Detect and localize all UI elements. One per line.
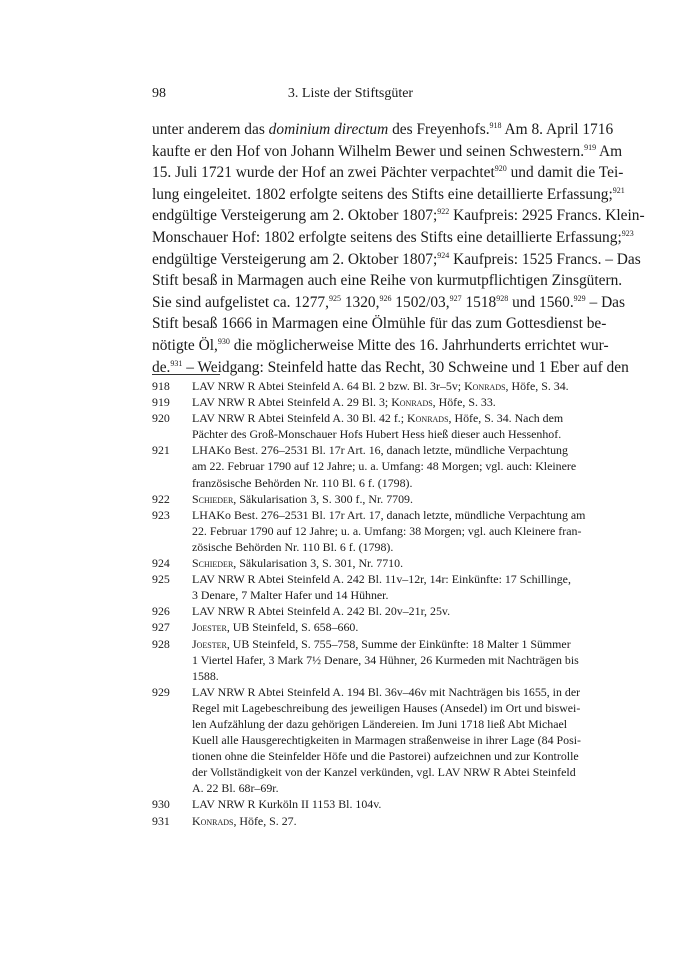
footnote-line: Pächter des Groß-Monschauer Hofs Hubert Hess hieß dieser auch Hessenhof. bbox=[192, 427, 562, 442]
footnote-line: 22. Februar 1790 auf 12 Jahre; u. a. Umfang: 38 Morgen; vgl. auch Kleinere fran- bbox=[192, 523, 582, 538]
footnote-ref: 927 bbox=[449, 293, 462, 303]
footnote-line: LAV NRW R Abtei Steinfeld A. 242 Bl. 11v–12r, 14r: Einkünfte: 17 Schillinge, bbox=[192, 572, 571, 587]
author-name: Joester bbox=[192, 620, 227, 635]
footnote-number: 923 bbox=[152, 507, 170, 522]
body-line: Monschauer Hof: 1802 erfolgte seitens des Stifts eine detaillierte Erfassung;$^{923}$ bbox=[152, 228, 634, 246]
footnote-line: Schieder, Säkularisation 3, S. 301, Nr. 7710. bbox=[192, 556, 404, 571]
footnote bbox=[152, 378, 569, 394]
footnote-number: 922 bbox=[152, 491, 170, 506]
footnote-ref: 925 bbox=[328, 293, 341, 303]
body-line: kaufte er den Hof von Johann Wilhelm Bewer und seinen Schwestern.$^{919}$ Am bbox=[152, 142, 623, 160]
body-line: 15. Juli 1721 wurde der Hof an zwei Pächter verpachtet$^{920}$ und damit die Tei- bbox=[152, 164, 624, 182]
footnote bbox=[152, 684, 581, 797]
footnotes bbox=[152, 378, 586, 829]
footnote-line: Schieder, Säkularisation 3, S. 300 f., Nr. 7709. bbox=[192, 491, 413, 506]
footnote bbox=[152, 442, 577, 490]
footnote bbox=[152, 410, 564, 442]
footnote-number: 928 bbox=[152, 636, 170, 651]
footnote-line: LAV NRW R Abtei Steinfeld A. 64 Bl. 2 bzw. Bl. 3r–5v; Konrads, Höfe, S. 34. bbox=[192, 379, 569, 393]
author-name: Konrads bbox=[464, 379, 506, 393]
footnote-ref: 922 bbox=[437, 207, 450, 217]
footnote-line: Konrads, Höfe, S. 27. bbox=[192, 813, 297, 828]
footnote-number: 920 bbox=[152, 411, 170, 426]
footnote-line: tionen ohne die Steinfelder Höfe und die Pastorei) aufzeichnen und zur Kontrolle bbox=[192, 749, 579, 764]
footnote bbox=[152, 603, 549, 619]
author-name: Schieder bbox=[192, 491, 234, 506]
footnote bbox=[152, 491, 549, 507]
footnote-ref: 931 bbox=[170, 358, 183, 368]
footnote-ref: 919 bbox=[584, 142, 597, 152]
body-line: Stift besaß 1666 in Marmagen eine Ölmühle für das zum Gottesdienst be- bbox=[152, 315, 607, 333]
footnote-ref: 920 bbox=[494, 164, 507, 174]
body-line: Sie sind aufgelistet ca. 1277,$^{925}$ 1320,$^{926}$ 1502/03,$^{927}$ 1518$^{928}$ und 1560.$^{929}$ – Das bbox=[152, 293, 625, 311]
footnote-ref: 918 bbox=[489, 121, 502, 130]
footnote bbox=[152, 636, 579, 684]
footnote-line: 3 Denare, 7 Malter Hafer und 14 Hühner. bbox=[192, 588, 389, 603]
footnote-number: 919 bbox=[152, 395, 170, 410]
footnote-line: LAV NRW R Abtei Steinfeld A. 29 Bl. 3; Konrads, Höfe, S. 33. bbox=[192, 395, 496, 410]
footnote bbox=[152, 619, 549, 635]
footnote-number: 921 bbox=[152, 443, 170, 458]
footnote-line: 1588. bbox=[192, 668, 219, 683]
footnote-line: LAV NRW R Abtei Steinfeld A. 242 Bl. 20v–21r, 25v. bbox=[192, 604, 451, 619]
footnote bbox=[152, 555, 549, 571]
footnote-line: Joester, UB Steinfeld, S. 658–660. bbox=[192, 620, 359, 635]
body-line: endgültige Versteigerung am 2. Oktober 1807;$^{922}$ Kaufpreis: 2925 Francs. Klein- bbox=[152, 207, 645, 225]
footnote-line: zösische Behörden Nr. 110 Bl. 6 f. (1798). bbox=[192, 539, 394, 554]
body-line: Stift besaß in Marmagen auch eine Reihe von kurmutpflichtigen Zinsgütern. bbox=[152, 272, 623, 290]
footnote bbox=[152, 571, 571, 603]
footnote-line: LHAKo Best. 276–2531 Bl. 17r Art. 16, danach letzte, mündliche Verpachtung bbox=[192, 443, 568, 458]
author-name: Konrads bbox=[407, 411, 449, 426]
footnote-line: 1 Viertel Hafer, 3 Mark 7½ Denare, 34 Hühner, 26 Kurmeden mit Nachträgen bis bbox=[192, 652, 579, 667]
footnote-line: Kuell alle Hausgerechtigkeiten in Marmagen straßenweise in ihrer Lage (84 Posi- bbox=[192, 733, 581, 748]
footnote-ref: 928 bbox=[496, 293, 509, 303]
footnote-number: 926 bbox=[152, 604, 170, 619]
footnote-number: 927 bbox=[152, 620, 170, 635]
footnote-line: Joester, UB Steinfeld, S. 755–758, Summe der Einkünfte: 18 Malter 1 Sümmer bbox=[192, 636, 571, 651]
footnote-line: Regel mit Lagebeschreibung des jeweiligen Hauses (Ansedel) im Ort und biswei- bbox=[192, 700, 581, 715]
footnote-ref: 923 bbox=[621, 228, 634, 238]
body-line: nötigte Öl,$^{930}$ die möglicherweise Mitte des 16. Jahrhunderts errichtet wur- bbox=[152, 336, 609, 354]
footnote-number: 918 bbox=[152, 379, 170, 393]
body-line: unter anderem das dominium directum des Freyenhofs.$^{918}$ Am 8. April 1716 bbox=[152, 121, 614, 138]
footnote-separator bbox=[152, 374, 220, 375]
body-line: de.$^{931}$ – Weidgang: Steinfeld hatte das Recht, 30 Schweine und 1 Eber auf den bbox=[152, 358, 629, 376]
running-head: 3. Liste der Stiftsgüter bbox=[287, 86, 414, 101]
footnote-number: 930 bbox=[152, 797, 170, 812]
footnote bbox=[152, 394, 549, 410]
footnote-line: LAV NRW R Abtei Steinfeld A. 30 Bl. 42 f.; Konrads, Höfe, S. 34. Nach dem bbox=[192, 411, 564, 426]
footnote bbox=[152, 796, 549, 812]
footnote-line: am 22. Februar 1790 auf 12 Jahre; u. a. Umfang: 48 Morgen; vgl. auch: Kleinere bbox=[192, 459, 577, 474]
author-name: Konrads bbox=[192, 813, 234, 828]
italic-term: dominium directum bbox=[268, 121, 389, 138]
footnote bbox=[152, 507, 586, 555]
footnote-number: 929 bbox=[152, 684, 170, 699]
body-line: endgültige Versteigerung am 2. Oktober 1807;$^{924}$ Kaufpreis: 1525 Francs. – Das bbox=[152, 250, 641, 268]
footnote-number: 924 bbox=[152, 556, 170, 571]
footnote-ref: 930 bbox=[217, 336, 230, 346]
footnote-number: 931 bbox=[152, 813, 170, 828]
author-name: Schieder bbox=[192, 556, 234, 571]
footnote-line: LHAKo Best. 276–2531 Bl. 17r Art. 17, danach letzte, mündliche Verpachtung am bbox=[192, 507, 586, 522]
footnote-line: der Vollständigkeit von der Kanzel verkünden, vgl. LAV NRW R Abtei Steinfeld bbox=[192, 765, 576, 780]
page-header bbox=[152, 86, 549, 106]
footnote-ref: 929 bbox=[573, 293, 586, 303]
footnote-ref: 926 bbox=[379, 293, 392, 303]
footnote-line: len Aufzählung der dazu gehörigen Ländereien. Im Juni 1718 ließ Abt Michael bbox=[192, 716, 568, 731]
footnote bbox=[152, 813, 549, 829]
author-name: Joester bbox=[192, 636, 227, 651]
body-line: lung eingeleitet. 1802 erfolgte seitens des Stifts eine detaillierte Erfassung;$^{921}$ bbox=[152, 185, 625, 203]
footnote-line: LAV NRW R Kurköln II 1153 Bl. 104v. bbox=[192, 797, 382, 812]
body-text bbox=[152, 119, 645, 378]
author-name: Konrads bbox=[391, 395, 433, 410]
page-number: 98 bbox=[152, 86, 166, 101]
footnote-ref: 924 bbox=[437, 250, 450, 260]
footnote-line: A. 22 Bl. 68r–69r. bbox=[192, 781, 279, 796]
footnote-line: LAV NRW R Abtei Steinfeld A. 194 Bl. 36v–46v mit Nachträgen bis 1655, in der bbox=[192, 684, 581, 699]
footnote-ref: 921 bbox=[612, 185, 625, 195]
footnote-number: 925 bbox=[152, 572, 170, 587]
footnote-line: französische Behörden Nr. 110 Bl. 6 f. (1798). bbox=[192, 475, 413, 490]
